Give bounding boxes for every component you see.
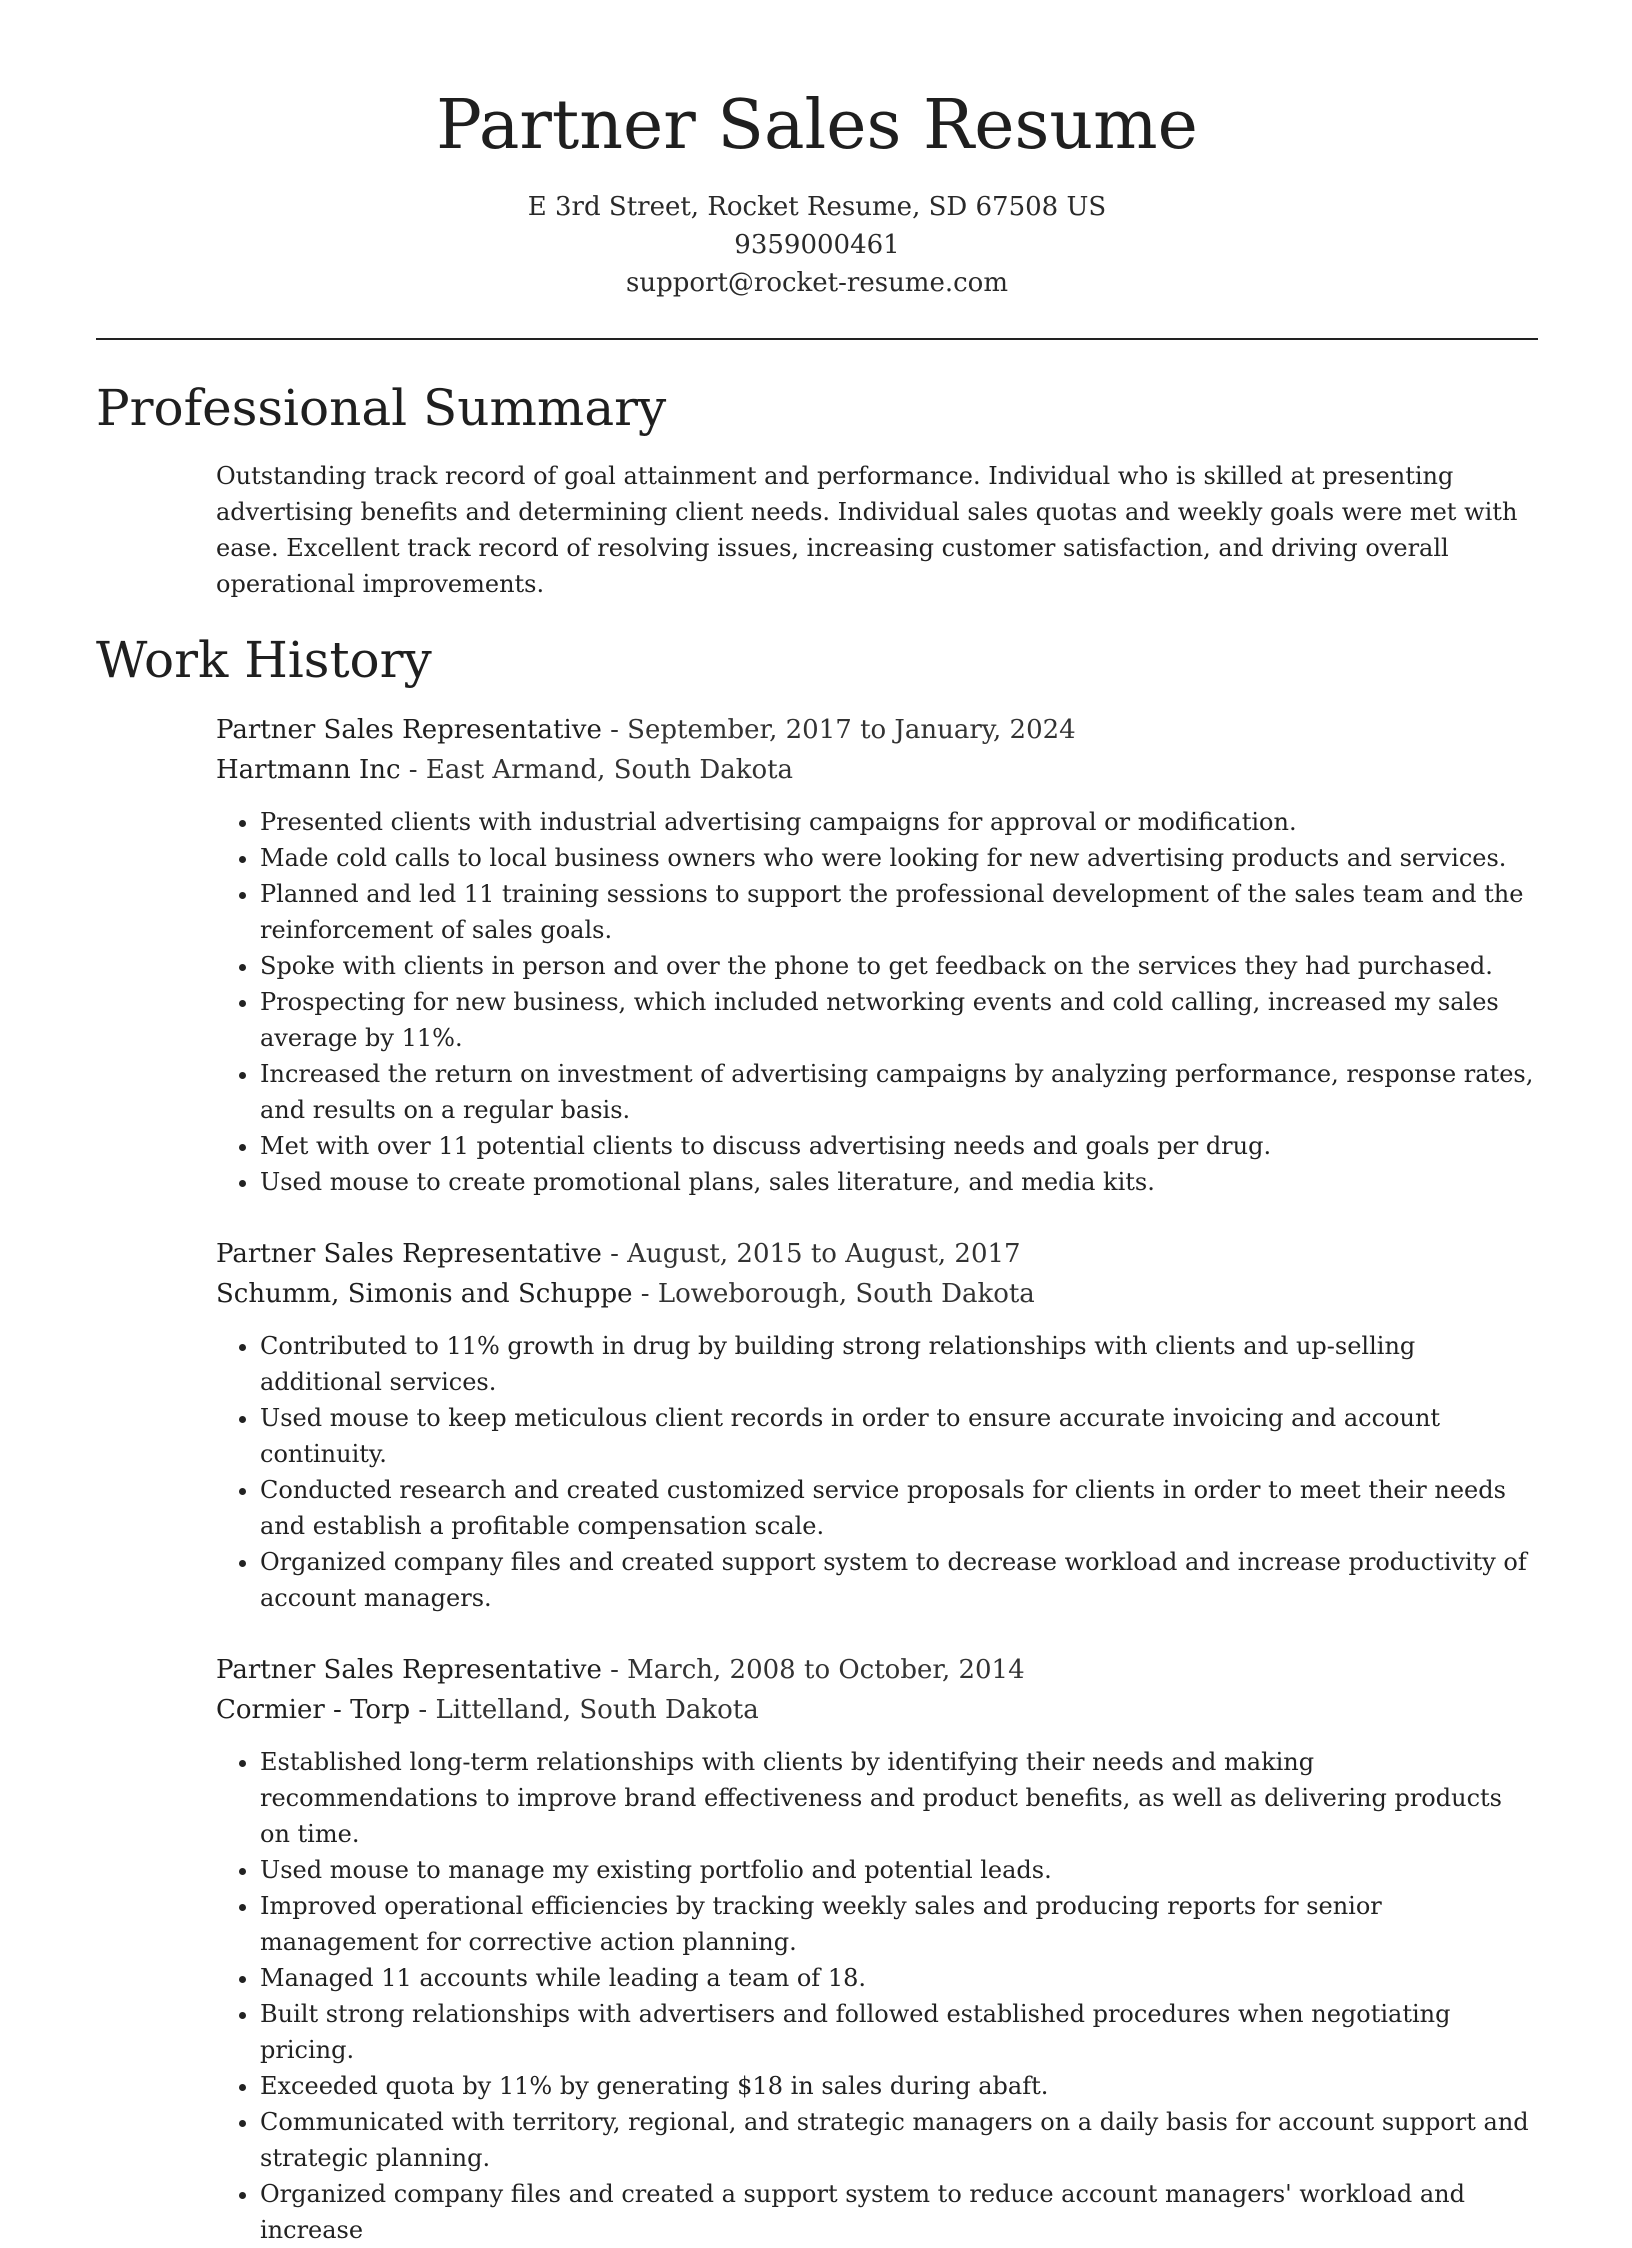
summary-heading: Professional Summary <box>96 379 667 437</box>
job-company-line <box>216 750 1538 790</box>
bullet-item: • Organized company files and created a support system to reduce account managers' workload and increase <box>260 2176 1538 2248</box>
work-history <box>216 710 1538 2248</box>
address: E 3rd Street, Rocket Resume, SD 67508 US <box>527 192 1107 222</box>
bullet-item: • Met with over 11 potential clients to discuss advertising needs and goals per drug. <box>260 1128 1538 1164</box>
bullet-item: • Made cold calls to local business owners who were looking for new advertising products and services. <box>260 840 1538 876</box>
job-role-line <box>216 710 1538 750</box>
resume-page <box>96 0 1538 2248</box>
job-company-line <box>216 1690 1538 1730</box>
separator: - <box>632 1279 658 1309</box>
job-role: Partner Sales Representative <box>216 715 602 745</box>
bullet-item: • Contributed to 11% growth in drug by building strong relationships with clients and up-selling additional services. <box>260 1328 1538 1400</box>
separator: - <box>601 1239 628 1269</box>
job-entry <box>216 1650 1538 2248</box>
job-company-line <box>216 1274 1538 1314</box>
job-company: Schumm, Simonis and Schuppe <box>216 1279 633 1309</box>
job-location: Loweborough, South Dakota <box>657 1279 1035 1309</box>
bullet-item: • Exceeded quota by 11% by generating $18 in sales during abaft. <box>260 2068 1538 2104</box>
bullet-item: • Communicated with territory, regional, and strategic managers on a daily basis for account support and strategic planning. <box>260 2104 1538 2176</box>
bullet-item: • Presented clients with industrial advertising campaigns for approval or modification. <box>260 804 1538 840</box>
header-divider <box>96 338 1538 340</box>
job-company: Hartmann Inc <box>216 755 401 785</box>
job-role: Partner Sales Representative <box>216 1655 602 1685</box>
bullet-item: • Improved operational efficiencies by tracking weekly sales and producing reports for senior management for corrective action planning. <box>260 1888 1538 1960</box>
job-dates: September, 2017 to January, 2024 <box>627 715 1076 745</box>
contact-info <box>96 188 1538 302</box>
bullet-item: • Increased the return on investment of advertising campaigns by analyzing performance, response rates, and results on a regular basis. <box>260 1056 1538 1128</box>
job-role-line <box>216 1234 1538 1274</box>
work-history-heading: Work History <box>96 631 432 689</box>
separator: - <box>410 1695 436 1725</box>
bullet-item: • Planned and led 11 training sessions to support the professional development of the sales team and the reinforcement of sales goals. <box>260 876 1538 948</box>
job-role: Partner Sales Representative <box>216 1239 602 1269</box>
bullet-item: • Spoke with clients in person and over the phone to get feedback on the services they had purchased. <box>260 948 1538 984</box>
job-bullets <box>216 1744 1538 2248</box>
bullet-item: • Organized company files and created support system to decrease workload and increase productivity of account managers. <box>260 1544 1538 1616</box>
summary-text: Outstanding track record of goal attainment and performance. Individual who is skilled at presenting advertising benefits and determining client needs. Individual sales quotas and weekly goals were met with ease. Excellent track record of resolving issues, increasing customer satisfaction, and driving overall operational improvements. <box>216 462 1518 598</box>
job-entry <box>216 1234 1538 1616</box>
job-bullets <box>216 804 1538 1200</box>
job-location: East Armand, South Dakota <box>425 755 794 785</box>
job-location: Littelland, South Dakota <box>435 1695 759 1725</box>
bullet-item: • Prospecting for new business, which included networking events and cold calling, increased my sales average by 11%. <box>260 984 1538 1056</box>
separator: - <box>400 755 426 785</box>
bullet-item: • Conducted research and created customized service proposals for clients in order to meet their needs and establish a profitable compensation scale. <box>260 1472 1538 1544</box>
resume-header <box>96 0 1538 302</box>
bullet-item: • Used mouse to keep meticulous client records in order to ensure accurate invoicing and account continuity. <box>260 1400 1538 1472</box>
job-entry <box>216 710 1538 1200</box>
separator: - <box>601 1655 628 1685</box>
bullet-item: • Built strong relationships with advertisers and followed established procedures when negotiating pricing. <box>260 1996 1538 2068</box>
job-dates: August, 2015 to August, 2017 <box>627 1239 1021 1269</box>
email: support@rocket-resume.com <box>625 268 1008 298</box>
bullet-item: • Used mouse to manage my existing portfolio and potential leads. <box>260 1852 1538 1888</box>
resume-title: Partner Sales Resume <box>436 86 1198 165</box>
bullet-item: • Managed 11 accounts while leading a team of 18. <box>260 1960 1538 1996</box>
job-role-line <box>216 1650 1538 1690</box>
job-company: Cormier - Torp <box>216 1695 411 1725</box>
job-bullets <box>216 1328 1538 1616</box>
bullet-item: • Established long-term relationships with clients by identifying their needs and making recommendations to improve brand effectiveness and product benefits, as well as delivering products on time. <box>260 1744 1538 1852</box>
phone: 9359000461 <box>734 230 900 260</box>
bullet-item: • Used mouse to create promotional plans, sales literature, and media kits. <box>260 1164 1538 1200</box>
separator: - <box>601 715 628 745</box>
job-dates: March, 2008 to October, 2014 <box>627 1655 1025 1685</box>
